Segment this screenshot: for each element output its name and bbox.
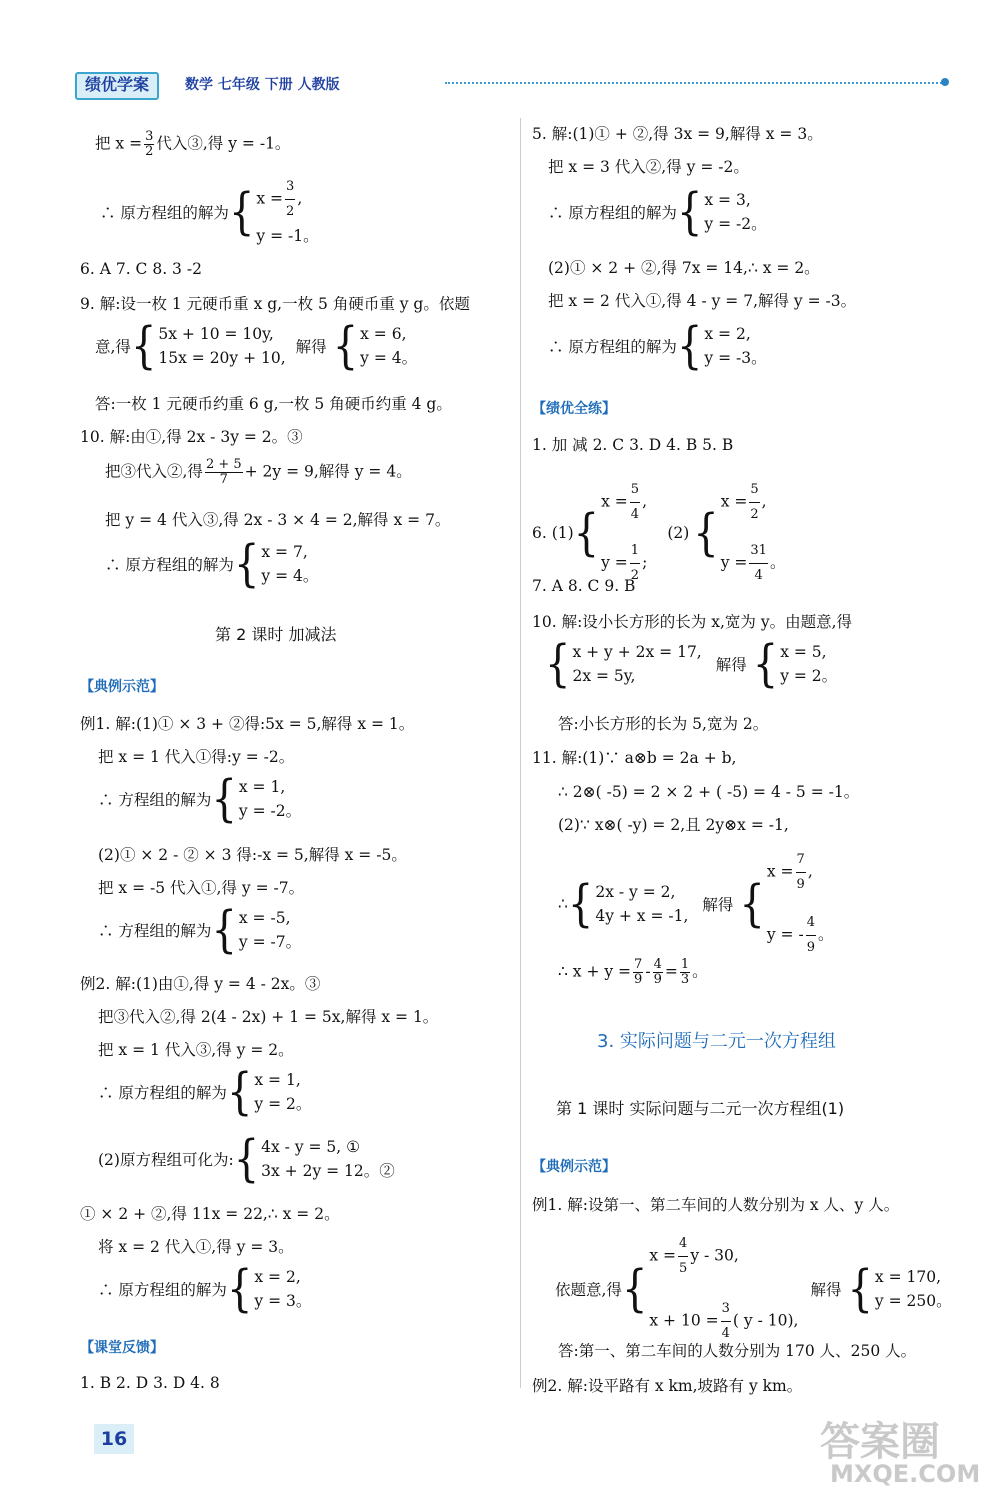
- system-9: 意,得 { 5x + 10 = 10y, 15x = 20y + 10, 解得 { x = 6, y = 4。: [95, 317, 418, 375]
- book-title-badge: 绩优学案: [75, 72, 159, 100]
- problem-5-solution-2: ∴ 原方程组的解为 { x = 2, y = -3。: [548, 317, 767, 375]
- example-1-right-system: 依题意,得 { x = $\frac{4}{5}$ y - 30, x + 10 = $\frac{3}{4}$ ( y - 10), 解得 { x = 170, y = 250。: [555, 1232, 952, 1346]
- example-2-step4: 将 x = 2 代入①,得 y = 3。: [98, 1238, 294, 1256]
- feedback-answers: 1. B 2. D 3. D 4. 8: [80, 1374, 220, 1392]
- example-1-sub2: 把 x = -5 代入①,得 y = -7。: [98, 879, 305, 897]
- problem-11-part2: (2)∵ x⊗( -y) = 2,且 2y⊗x = -1,: [558, 816, 789, 834]
- answer-9: 答:一枚 1 元硬币约重 6 g,一枚 5 角硬币约重 4 g。: [95, 395, 452, 413]
- book-subtitle: 数学 七年级 下册 人教版: [185, 77, 340, 93]
- problem-10: 10. 解:由①,得 2x - 3y = 2。③: [80, 428, 303, 446]
- section-typical-examples: 【典例示范】: [80, 679, 164, 695]
- example-1-part2: (2)① × 2 - ② × 3 得:-x = 5,解得 x = -5。: [98, 846, 407, 864]
- problem-5-sub2: 把 x = 2 代入①,得 4 - y = 7,解得 y = -3。: [548, 292, 857, 310]
- watermark-logo: 答案圈: [820, 1419, 940, 1465]
- watermark-url: MXQE.COM: [830, 1460, 981, 1488]
- solution-system-10: ∴ 原方程组的解为 { x = 7, y = 4。: [105, 535, 319, 593]
- problem-6-solutions: 6. (1) { x = $\frac{5}{4}$ , y = $\frac{1}{2}$ ; (2) { x = $\frac{5}{2}$ , y = $\frac{31}{4}$ 。: [532, 478, 785, 588]
- problem-11-part1: 11. 解:(1)∵ a⊗b = 2a + b,: [532, 749, 737, 767]
- problem-11-system: ∴ { 2x - y = 2, 4y + x = -1, 解得 { x = $\frac{7}{9}$ , y = - $\frac{4}{9}$ 。: [558, 848, 834, 960]
- example-1-solution-1: ∴ 方程组的解为 { x = 1, y = -2。: [98, 770, 302, 828]
- problem-10-answer: 答:小长方形的长为 5,宽为 2。: [558, 715, 769, 733]
- header-divider-dot: [941, 78, 949, 86]
- answers-7-9: 7. A 8. C 9. B: [532, 577, 636, 595]
- example-2-step2: 把 x = 1 代入③,得 y = 2。: [98, 1041, 294, 1059]
- problem-5-part1: 5. 解:(1)① + ②,得 3x = 9,解得 x = 3。: [532, 125, 823, 143]
- problem-9: 9. 解:设一枚 1 元硬币重 x g,一枚 5 角硬币重 y g。依题: [80, 295, 470, 313]
- example-2-step3: ① × 2 + ②,得 11x = 22,∴ x = 2。: [80, 1205, 340, 1223]
- example-1-right-answer: 答:第一、第二车间的人数分别为 170 人、250 人。: [558, 1342, 917, 1360]
- problem-5-sub: 把 x = 3 代入②,得 y = -2。: [548, 158, 749, 176]
- section-class-feedback: 【课堂反馈】: [80, 1340, 164, 1356]
- problem-10-right: 10. 解:设小长方形的长为 x,宽为 y。由题意,得: [532, 613, 853, 631]
- solution-system-1: ∴ 原方程组的解为 { x = $\frac{3}{2}$ , y = -1。: [100, 175, 319, 248]
- section-comprehensive-practice: 【绩优全练】: [532, 401, 616, 417]
- example-2-part1: 例2. 解:(1)由①,得 y = 4 - 2x。③: [80, 975, 321, 993]
- answers-1-5: 1. 加 减 2. C 3. D 4. B 5. B: [532, 436, 734, 454]
- section-typical-examples-right: 【典例示范】: [532, 1159, 616, 1175]
- problem-10-step: 把③代入②,得 $\frac{2 + 5}{7}$ + 2y = 9,解得 y = 4。: [105, 457, 412, 487]
- example-2-right: 例2. 解:设平路有 x km,坡路有 y km。: [532, 1377, 803, 1395]
- example-2-rewritten-system: (2)原方程组可化为: { 4x - y = 5, ① 3x + 2y = 12。②: [98, 1130, 395, 1188]
- example-2-step1: 把③代入②,得 2(4 - 2x) + 1 = 5x,解得 x = 1。: [98, 1008, 439, 1026]
- header-divider: [445, 82, 945, 84]
- problem-11-calc: ∴ 2⊗( -5) = 2 × 2 + ( -5) = 4 - 5 = -1。: [558, 783, 860, 801]
- problem-10-system: { x + y + 2x = 17, 2x = 5y, 解得 { x = 5, y = 2。: [545, 635, 838, 693]
- lesson-title-right: 第 1 课时 实际问题与二元一次方程组(1): [556, 1099, 845, 1118]
- chapter-section-title: 3. 实际问题与二元一次方程组: [597, 1031, 836, 1052]
- example-2-solution-1: ∴ 原方程组的解为 { x = 1, y = 2。: [98, 1063, 312, 1121]
- problem-10-step2: 把 y = 4 代入③,得 2x - 3 × 4 = 2,解得 x = 7。: [105, 511, 451, 529]
- page-number: 16: [94, 1424, 134, 1454]
- problem-5-part2: (2)① × 2 + ②,得 7x = 14,∴ x = 2。: [548, 259, 820, 277]
- example-1-right: 例1. 解:设第一、第二车间的人数分别为 x 人、y 人。: [532, 1196, 900, 1214]
- answers-6-8: 6. A 7. C 8. 3 -2: [80, 260, 202, 278]
- column-divider: [520, 118, 521, 1388]
- lesson-title-left: 第 2 课时 加减法: [215, 625, 337, 644]
- example-1-solution-2: ∴ 方程组的解为 { x = -5, y = -7。: [98, 901, 302, 959]
- problem-11-result: ∴ x + y = $\frac{7}{9}$ - $\frac{4}{9}$ = $\frac{1}{3}$ 。: [558, 957, 708, 987]
- example-2-solution-2: ∴ 原方程组的解为 { x = 2, y = 3。: [98, 1260, 312, 1318]
- line-substitute-x: 把 x = $\frac{3}{2}$ 代入③,得 y = -1。: [95, 129, 291, 159]
- example-1-sub: 把 x = 1 代入①得:y = -2。: [98, 748, 295, 766]
- problem-5-solution-1: ∴ 原方程组的解为 { x = 3, y = -2。: [548, 183, 767, 241]
- example-1-part1: 例1. 解:(1)① × 3 + ②得:5x = 5,解得 x = 1。: [80, 715, 415, 733]
